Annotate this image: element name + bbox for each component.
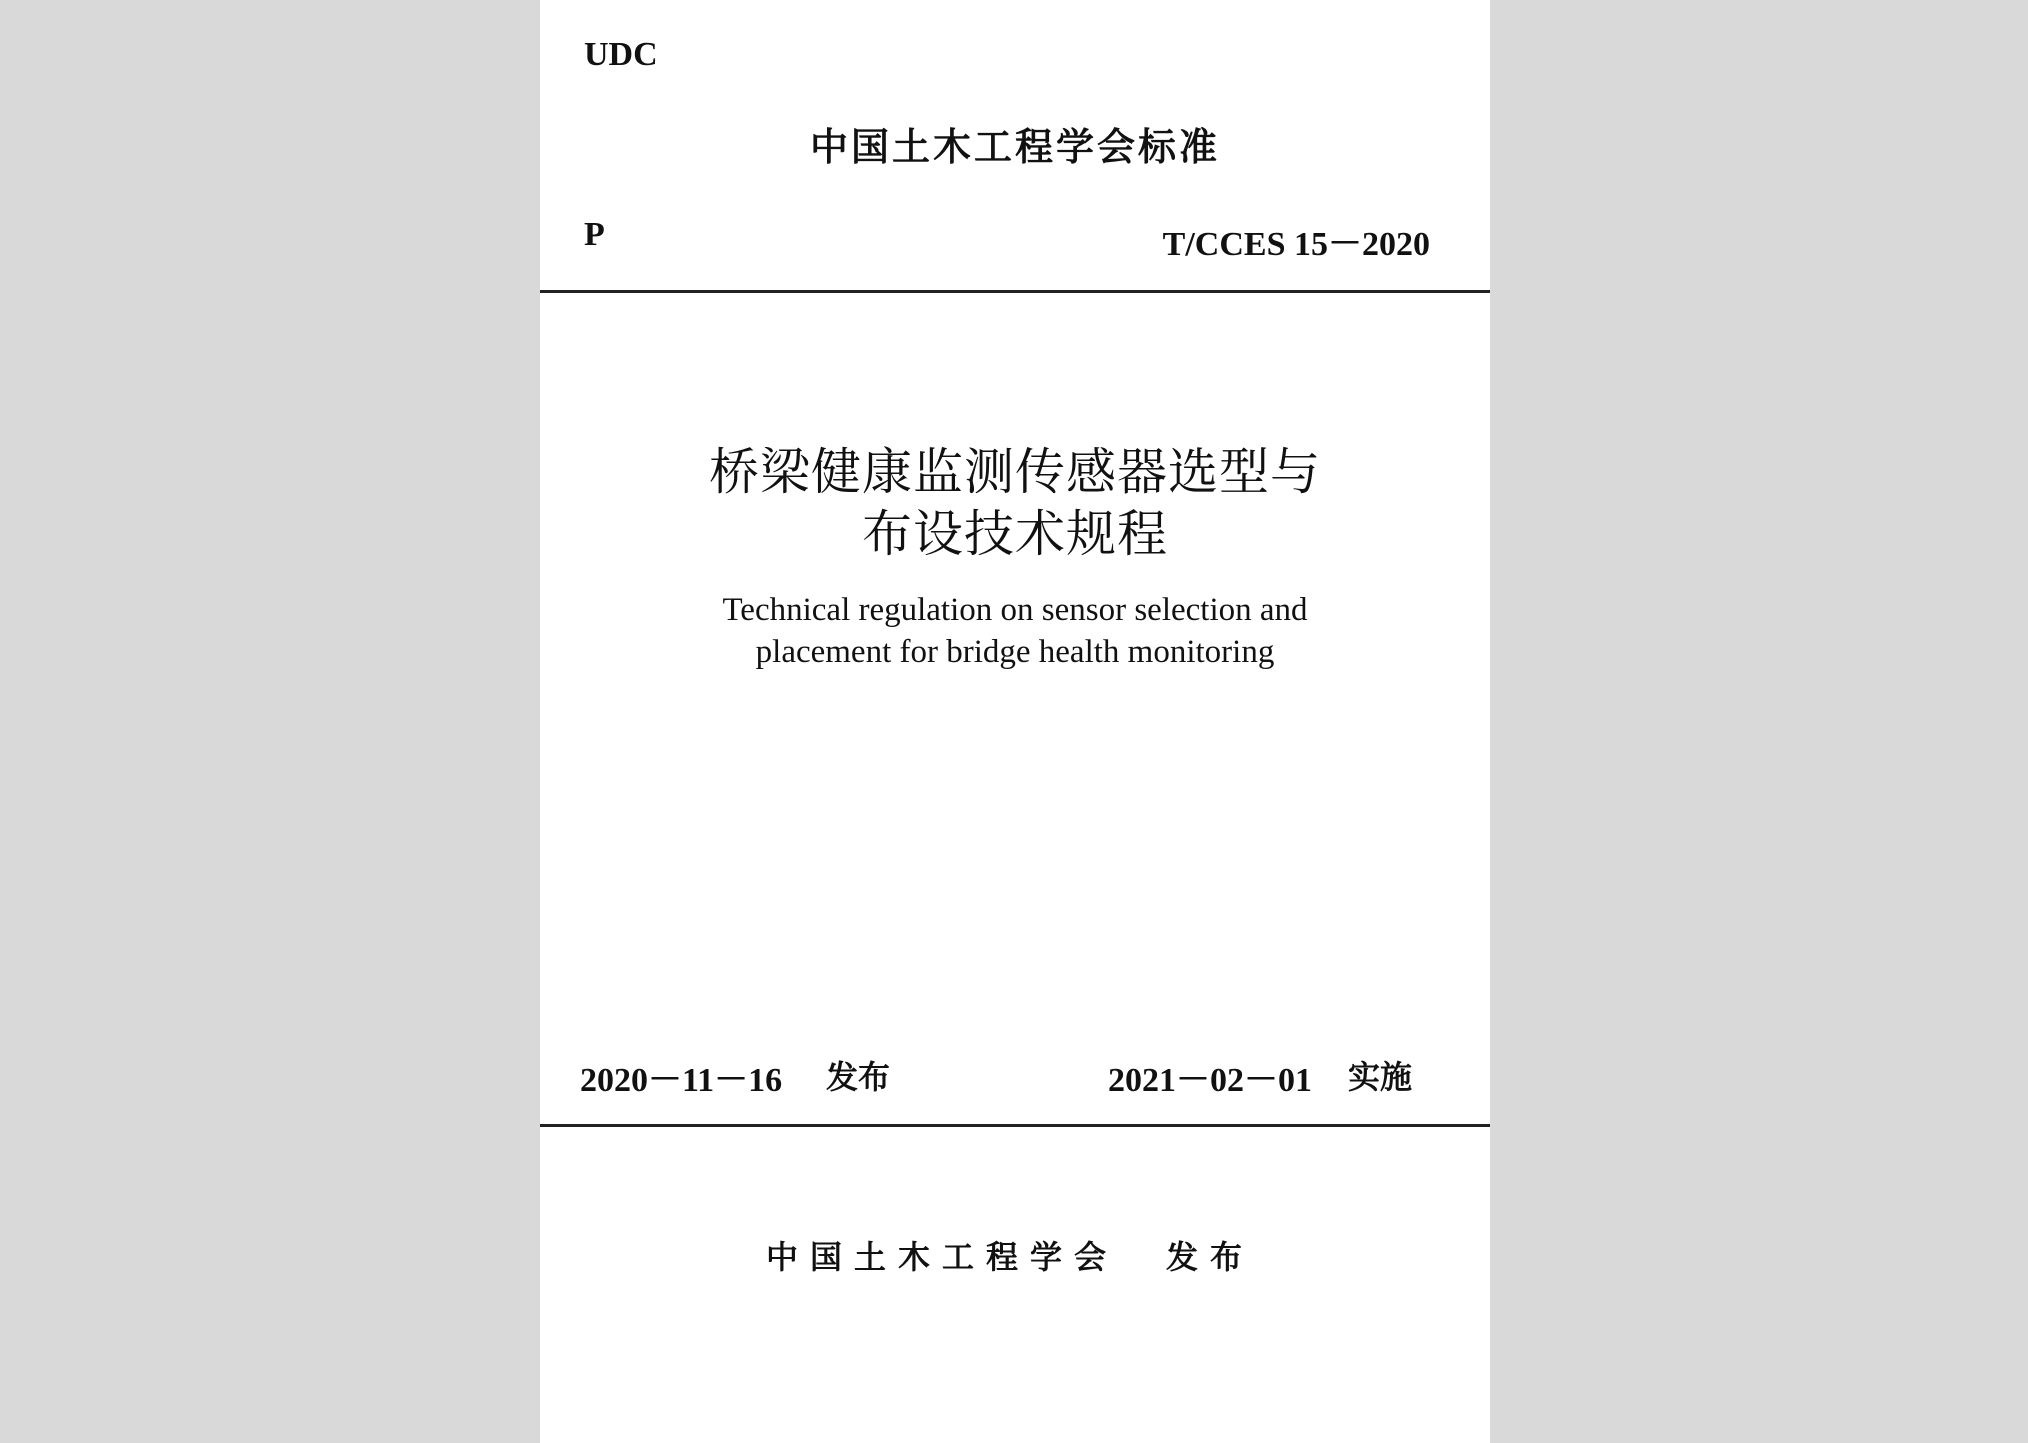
- implementation-label: 实施: [1348, 1058, 1413, 1096]
- chinese-title-line-2: 布设技术规程: [862, 505, 1168, 563]
- udc-label: UDC: [584, 36, 658, 73]
- chinese-title-line-1: 桥梁健康监测传感器选型与: [709, 443, 1321, 501]
- issue-date: 2020－11－16: [580, 1062, 783, 1099]
- document-cover-page: [540, 0, 1490, 1443]
- english-title-line-2: placement for bridge health monitoring: [755, 634, 1275, 670]
- classification-code: P: [584, 216, 605, 253]
- implementation-date: 2021－02－01: [1108, 1062, 1312, 1099]
- publisher-name: 中国土木工程学会: [766, 1238, 1119, 1276]
- standard-number: T/CCES 15－2020: [1162, 226, 1430, 263]
- top-divider: [540, 290, 1490, 293]
- organization-standard-title: 中国土木工程学会标准: [809, 125, 1220, 169]
- english-title-line-1: Technical regulation on sensor selection and: [722, 592, 1308, 628]
- bottom-divider: [540, 1124, 1490, 1127]
- publish-label: 发布: [1166, 1238, 1255, 1276]
- issue-label: 发布: [826, 1058, 891, 1096]
